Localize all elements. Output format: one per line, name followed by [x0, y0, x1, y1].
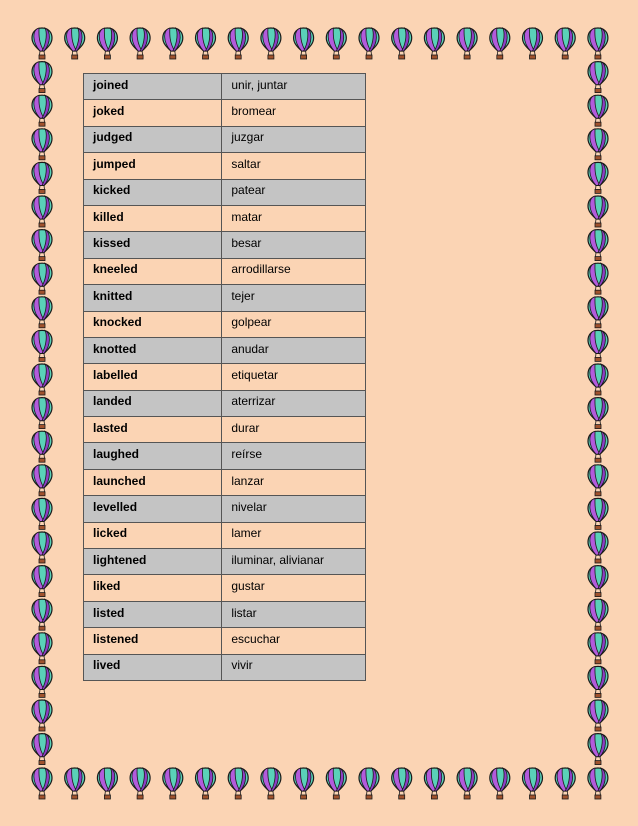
english-verb-cell: knotted: [84, 337, 222, 363]
table-row: [84, 100, 366, 126]
spanish-translation-cell: bromear: [222, 100, 366, 126]
table-row: [84, 522, 366, 548]
spanish-translation-cell: juzgar: [222, 126, 366, 152]
hot-air-balloon-icon: [32, 734, 52, 765]
english-verb-cell: kissed: [84, 232, 222, 258]
hot-air-balloon-icon: [588, 700, 608, 731]
spanish-translation-cell: matar: [222, 205, 366, 231]
hot-air-balloon-icon: [32, 297, 52, 328]
hot-air-balloon-icon: [32, 129, 52, 160]
hot-air-balloon-icon: [359, 768, 379, 799]
hot-air-balloon-icon: [555, 28, 575, 59]
hot-air-balloon-icon: [523, 28, 543, 59]
hot-air-balloon-icon: [32, 28, 52, 59]
hot-air-balloon-icon: [163, 28, 183, 59]
english-verb-cell: levelled: [84, 496, 222, 522]
english-verb-cell: listed: [84, 601, 222, 627]
hot-air-balloon-icon: [588, 330, 608, 361]
hot-air-balloon-icon: [588, 129, 608, 160]
hot-air-balloon-icon: [588, 263, 608, 294]
english-verb-cell: licked: [84, 522, 222, 548]
hot-air-balloon-icon: [294, 768, 314, 799]
english-verb-cell: laughed: [84, 443, 222, 469]
hot-air-balloon-icon: [32, 431, 52, 462]
hot-air-balloon-icon: [588, 633, 608, 664]
english-verb-cell: landed: [84, 390, 222, 416]
hot-air-balloon-icon: [588, 431, 608, 462]
table-row: [84, 126, 366, 152]
spanish-translation-cell: saltar: [222, 153, 366, 179]
hot-air-balloon-icon: [588, 364, 608, 395]
spanish-translation-cell: aterrizar: [222, 390, 366, 416]
hot-air-balloon-icon: [65, 28, 85, 59]
hot-air-balloon-icon: [588, 230, 608, 261]
spanish-translation-cell: nivelar: [222, 496, 366, 522]
spanish-translation-cell: golpear: [222, 311, 366, 337]
english-verb-cell: listened: [84, 628, 222, 654]
english-verb-cell: judged: [84, 126, 222, 152]
hot-air-balloon-icon: [588, 28, 608, 59]
table-row: [84, 469, 366, 495]
table-row: [84, 285, 366, 311]
hot-air-balloon-icon: [130, 28, 150, 59]
table-row: [84, 654, 366, 680]
hot-air-balloon-icon: [97, 28, 117, 59]
hot-air-balloon-icon: [32, 330, 52, 361]
table-row: [84, 390, 366, 416]
table-row: [84, 575, 366, 601]
hot-air-balloon-icon: [294, 28, 314, 59]
hot-air-balloon-icon: [32, 196, 52, 227]
table-row: [84, 232, 366, 258]
table-row: [84, 205, 366, 231]
english-verb-cell: lived: [84, 654, 222, 680]
hot-air-balloon-icon: [457, 28, 477, 59]
hot-air-balloon-icon: [424, 768, 444, 799]
spanish-translation-cell: anudar: [222, 337, 366, 363]
hot-air-balloon-icon: [261, 768, 281, 799]
table-row: [84, 417, 366, 443]
hot-air-balloon-icon: [32, 263, 52, 294]
hot-air-balloon-icon: [32, 465, 52, 496]
spanish-translation-cell: patear: [222, 179, 366, 205]
hot-air-balloon-icon: [32, 162, 52, 193]
table-row: [84, 337, 366, 363]
hot-air-balloon-icon: [228, 28, 248, 59]
hot-air-balloon-icon: [555, 768, 575, 799]
spanish-translation-cell: vivir: [222, 654, 366, 680]
hot-air-balloon-icon: [32, 62, 52, 93]
table-row: [84, 601, 366, 627]
hot-air-balloon-icon: [130, 768, 150, 799]
hot-air-balloon-icon: [392, 768, 412, 799]
spanish-translation-cell: iluminar, alivianar: [222, 549, 366, 575]
hot-air-balloon-icon: [588, 768, 608, 799]
english-verb-cell: launched: [84, 469, 222, 495]
spanish-translation-cell: reírse: [222, 443, 366, 469]
hot-air-balloon-icon: [32, 599, 52, 630]
table-row: [84, 364, 366, 390]
hot-air-balloon-icon: [588, 566, 608, 597]
table-row: [84, 443, 366, 469]
hot-air-balloon-icon: [32, 666, 52, 697]
table-row: [84, 74, 366, 100]
hot-air-balloon-icon: [457, 768, 477, 799]
english-verb-cell: lasted: [84, 417, 222, 443]
hot-air-balloon-icon: [588, 666, 608, 697]
hot-air-balloon-icon: [424, 28, 444, 59]
table-row: [84, 258, 366, 284]
hot-air-balloon-icon: [65, 768, 85, 799]
spanish-translation-cell: escuchar: [222, 628, 366, 654]
hot-air-balloon-icon: [32, 768, 52, 799]
english-verb-cell: joked: [84, 100, 222, 126]
english-verb-cell: liked: [84, 575, 222, 601]
hot-air-balloon-icon: [261, 28, 281, 59]
spanish-translation-cell: gustar: [222, 575, 366, 601]
spanish-translation-cell: lamer: [222, 522, 366, 548]
english-verb-cell: knocked: [84, 311, 222, 337]
table-row: [84, 496, 366, 522]
hot-air-balloon-icon: [490, 28, 510, 59]
table-row: [84, 179, 366, 205]
spanish-translation-cell: tejer: [222, 285, 366, 311]
english-verb-cell: jumped: [84, 153, 222, 179]
hot-air-balloon-icon: [196, 28, 216, 59]
spanish-translation-cell: durar: [222, 417, 366, 443]
english-verb-cell: killed: [84, 205, 222, 231]
hot-air-balloon-icon: [97, 768, 117, 799]
hot-air-balloon-icon: [32, 633, 52, 664]
hot-air-balloon-icon: [588, 498, 608, 529]
table-row: [84, 549, 366, 575]
english-verb-cell: kicked: [84, 179, 222, 205]
hot-air-balloon-icon: [228, 768, 248, 799]
spanish-translation-cell: listar: [222, 601, 366, 627]
hot-air-balloon-icon: [588, 196, 608, 227]
hot-air-balloon-icon: [490, 768, 510, 799]
hot-air-balloon-icon: [588, 734, 608, 765]
hot-air-balloon-icon: [32, 95, 52, 126]
table-row: [84, 153, 366, 179]
hot-air-balloon-icon: [32, 230, 52, 261]
english-verb-cell: kneeled: [84, 258, 222, 284]
spanish-translation-cell: etiquetar: [222, 364, 366, 390]
hot-air-balloon-icon: [588, 62, 608, 93]
hot-air-balloon-icon: [523, 768, 543, 799]
english-verb-cell: labelled: [84, 364, 222, 390]
hot-air-balloon-icon: [32, 700, 52, 731]
spanish-translation-cell: unir, juntar: [222, 74, 366, 100]
hot-air-balloon-icon: [196, 768, 216, 799]
hot-air-balloon-icon: [588, 532, 608, 563]
hot-air-balloon-icon: [32, 498, 52, 529]
hot-air-balloon-icon: [32, 566, 52, 597]
hot-air-balloon-icon: [326, 768, 346, 799]
table-row: [84, 311, 366, 337]
hot-air-balloon-icon: [588, 465, 608, 496]
hot-air-balloon-icon: [32, 532, 52, 563]
spanish-translation-cell: besar: [222, 232, 366, 258]
hot-air-balloon-icon: [163, 768, 183, 799]
hot-air-balloon-icon: [392, 28, 412, 59]
hot-air-balloon-icon: [326, 28, 346, 59]
hot-air-balloon-icon: [32, 364, 52, 395]
table-row: [84, 628, 366, 654]
spanish-translation-cell: arrodillarse: [222, 258, 366, 284]
hot-air-balloon-icon: [588, 162, 608, 193]
hot-air-balloon-icon: [32, 398, 52, 429]
english-verb-cell: knitted: [84, 285, 222, 311]
hot-air-balloon-icon: [588, 398, 608, 429]
english-verb-cell: joined: [84, 74, 222, 100]
hot-air-balloon-icon: [588, 297, 608, 328]
vocabulary-table: [83, 73, 366, 681]
spanish-translation-cell: lanzar: [222, 469, 366, 495]
hot-air-balloon-icon: [588, 95, 608, 126]
hot-air-balloon-icon: [588, 599, 608, 630]
hot-air-balloon-icon: [359, 28, 379, 59]
english-verb-cell: lightened: [84, 549, 222, 575]
